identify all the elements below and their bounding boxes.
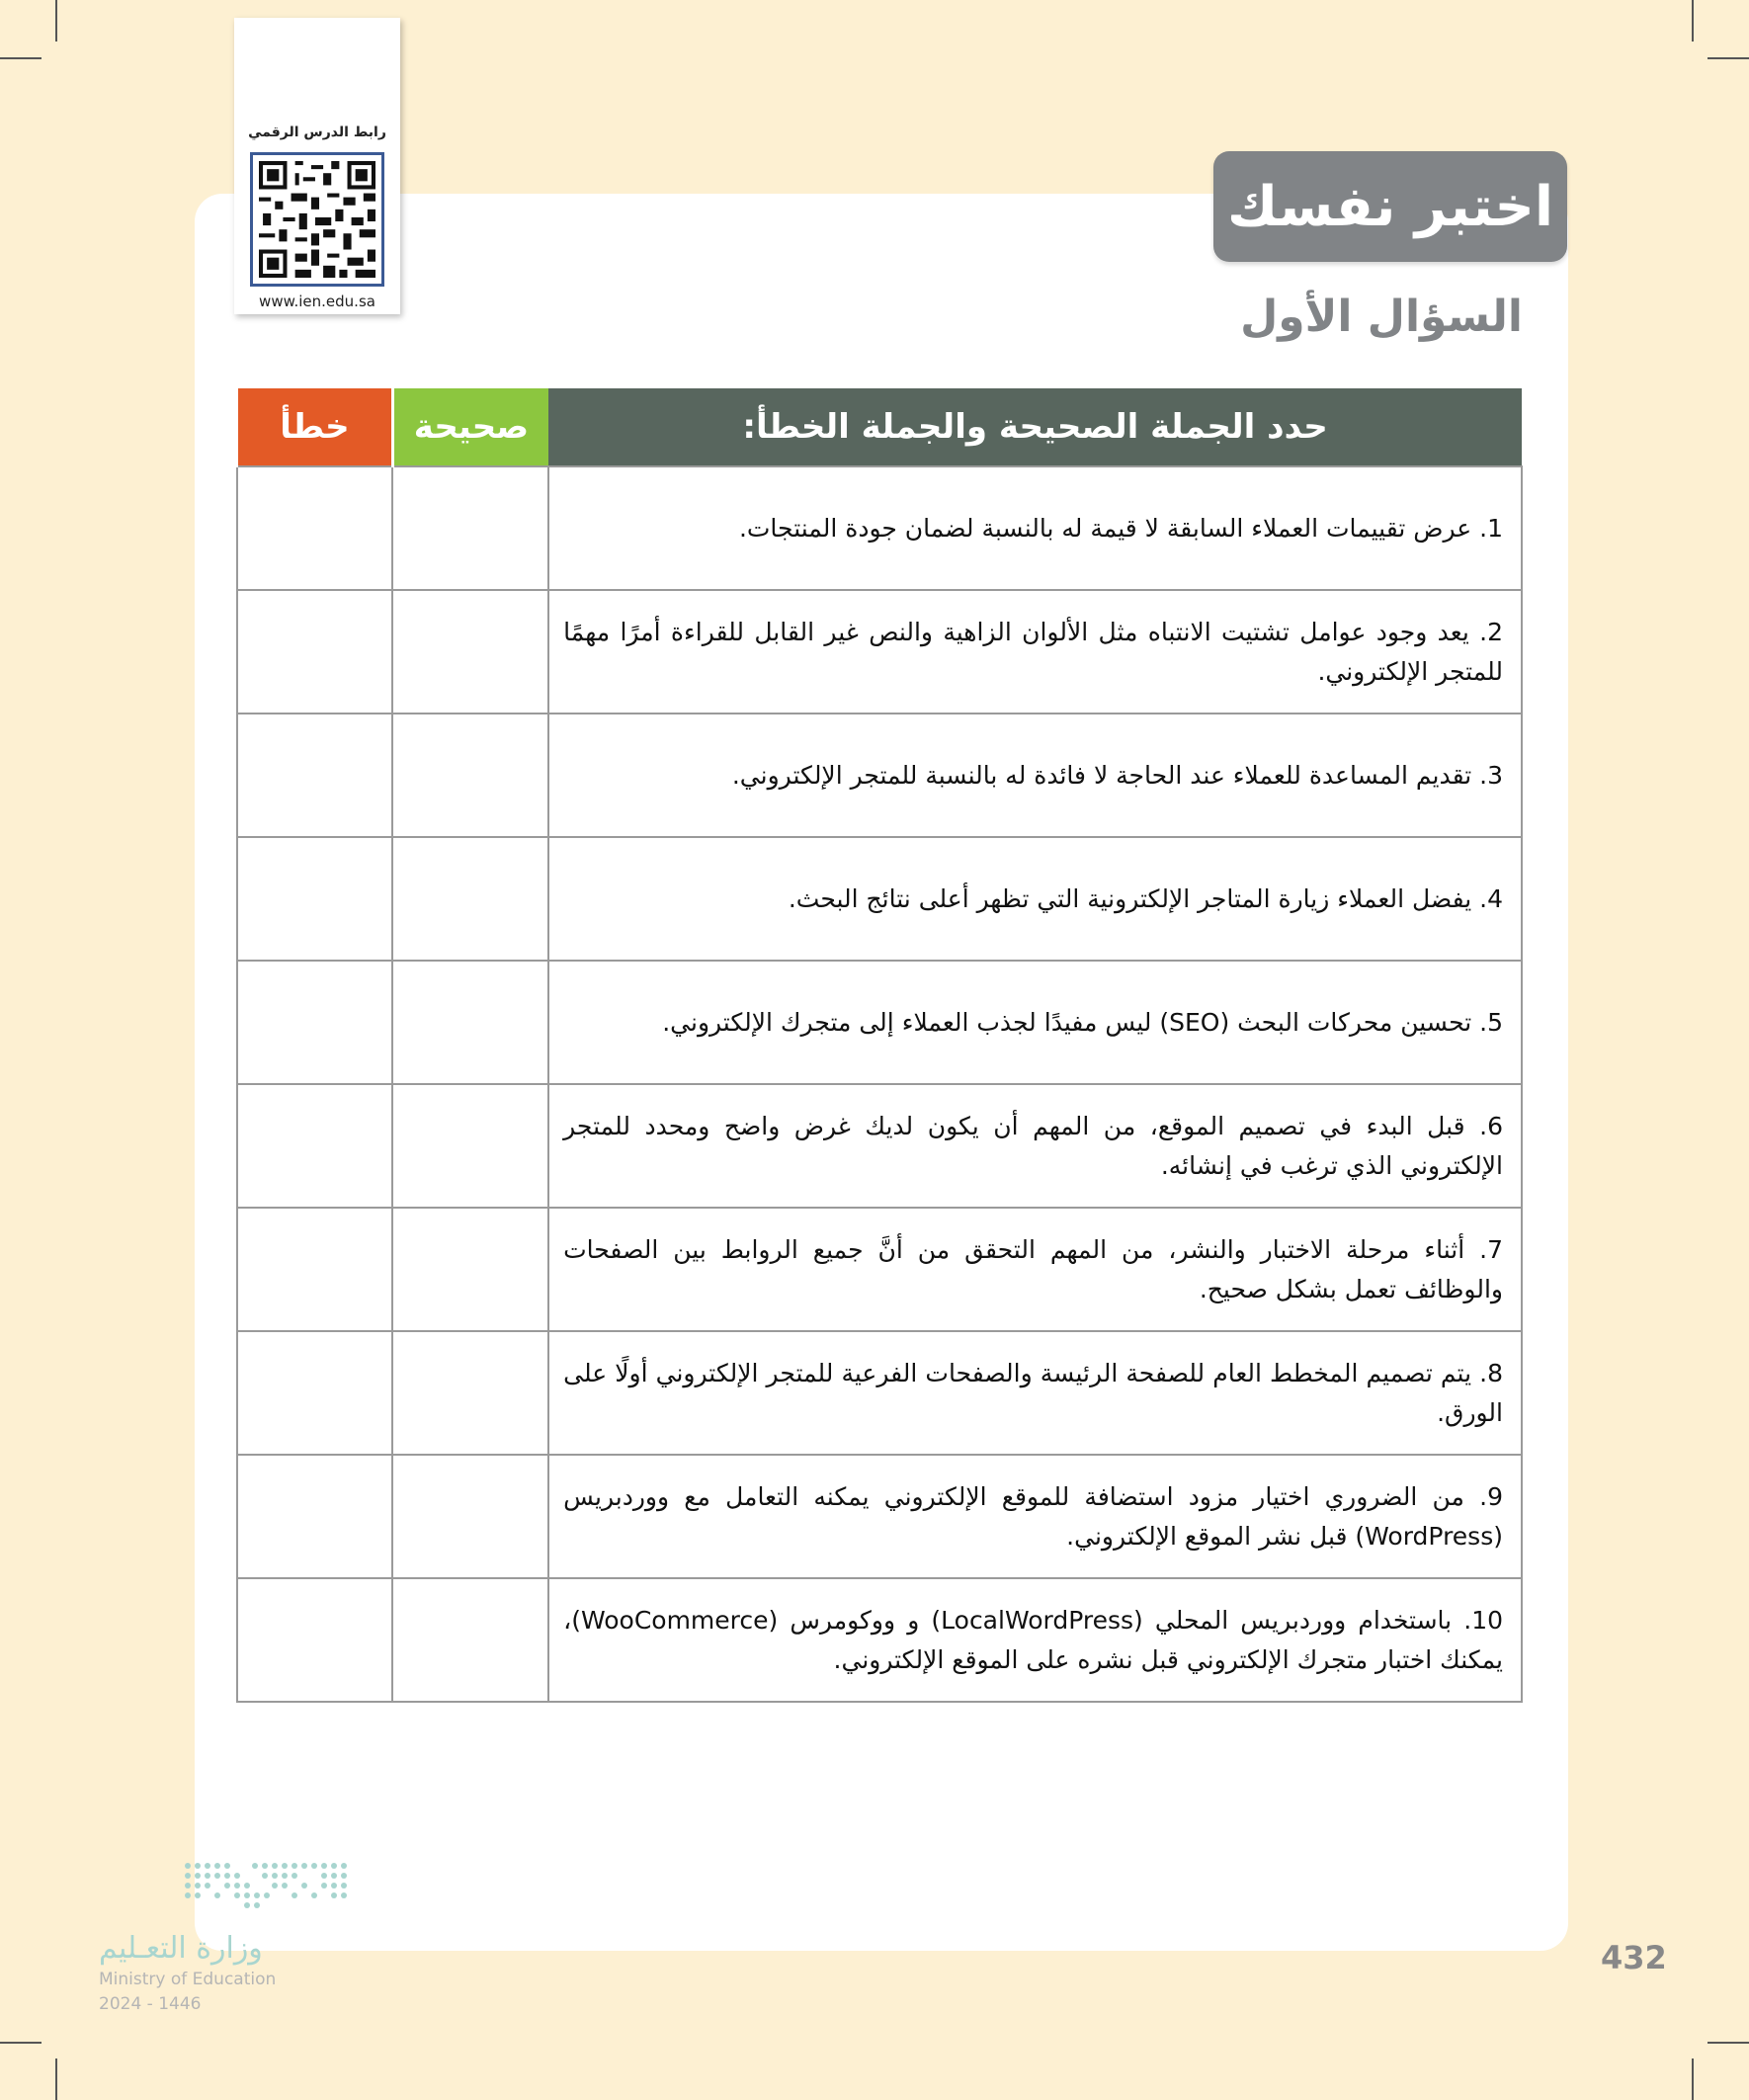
statement-text: أثناء مرحلة الاختبار والنشر، من المهم التحقق من أنَّ جميع الروابط بين الصفحات والوظائف تعمل بشكل صحيح.	[563, 1234, 1503, 1303]
statement-cell	[548, 1578, 1522, 1702]
wrong-answer-cell[interactable]	[237, 1331, 393, 1455]
statement-number: 4.	[1479, 883, 1503, 913]
statement-text: يتم تصميم المخطط العام للصفحة الرئيسة والصفحات الفرعية للمتجر الإلكتروني أولًا على الورق.	[563, 1358, 1503, 1427]
crop-mark	[1707, 2042, 1749, 2044]
qr-label: رابط الدرس الرقمي	[248, 125, 386, 140]
table-row	[237, 1578, 1523, 1702]
ministry-name-en: Ministry of Education	[99, 1970, 277, 1989]
statement-cell	[548, 466, 1522, 590]
statement-text: تحسين محركات البحث (SEO) ليس مفيدًا لجذب العملاء إلى متجرك الإلكتروني.	[662, 1007, 1472, 1037]
table-row	[237, 1208, 1523, 1331]
table-row	[237, 1455, 1523, 1578]
page-number: 432	[1601, 1939, 1667, 1976]
correct-answer-cell[interactable]	[392, 1455, 548, 1578]
ministry-year: 2024 - 1446	[99, 1994, 202, 2014]
statement-number: 8.	[1479, 1358, 1503, 1387]
statement-text: تقديم المساعدة للعملاء عند الحاجة لا فائدة له بالنسبة للمتجر الإلكتروني.	[731, 760, 1472, 790]
crop-mark	[0, 57, 42, 59]
correct-answer-cell[interactable]	[392, 1331, 548, 1455]
wrong-answer-cell[interactable]	[237, 1208, 393, 1331]
ministry-logo-icon	[97, 1858, 354, 1927]
statement-cell	[548, 961, 1522, 1084]
statement-cell	[548, 1084, 1522, 1208]
qr-code-icon[interactable]	[250, 152, 384, 287]
statement-cell	[548, 1208, 1522, 1331]
header-correct: صحيحة	[392, 388, 548, 466]
statement-number: 5.	[1479, 1007, 1503, 1037]
correct-answer-cell[interactable]	[392, 590, 548, 714]
crop-mark	[1692, 0, 1694, 42]
question-title: السؤال الأول	[1240, 292, 1523, 342]
correct-answer-cell[interactable]	[392, 1208, 548, 1331]
correct-answer-cell[interactable]	[392, 1084, 548, 1208]
correct-answer-cell[interactable]	[392, 714, 548, 837]
statement-text: يعد وجود عوامل تشتيت الانتباه مثل الألوان الزاهية والنص غير القابل للقراءة أمرًا مهمًا للمتجر الإلكتروني.	[563, 617, 1503, 686]
crop-mark	[0, 2042, 42, 2044]
statement-text: عرض تقييمات العملاء السابقة لا قيمة له بالنسبة لضمان جودة المنتجات.	[738, 513, 1472, 543]
table-row	[237, 590, 1523, 714]
table-row	[237, 714, 1523, 837]
header-statement: حدد الجملة الصحيحة والجملة الخطأ:	[548, 388, 1522, 466]
correct-answer-cell[interactable]	[392, 837, 548, 961]
statement-number: 1.	[1479, 513, 1503, 543]
statement-cell	[548, 837, 1522, 961]
section-title: اختبر نفسك	[1213, 151, 1567, 262]
statement-text: باستخدام ووردبريس المحلي (LocalWordPress) و ووكومرس (WooCommerce)، يمكنك اختبار متجرك الإلكتروني قبل نشره على الموقع الإلكتروني.	[563, 1605, 1503, 1674]
wrong-answer-cell[interactable]	[237, 590, 393, 714]
statement-cell	[548, 590, 1522, 714]
statement-cell	[548, 1455, 1522, 1578]
correct-answer-cell[interactable]	[392, 1578, 548, 1702]
statement-cell	[548, 714, 1522, 837]
wrong-answer-cell[interactable]	[237, 961, 393, 1084]
table-row	[237, 1331, 1523, 1455]
wrong-answer-cell[interactable]	[237, 1455, 393, 1578]
table-row	[237, 961, 1523, 1084]
statement-number: 9.	[1479, 1481, 1503, 1511]
statement-text: قبل البدء في تصميم الموقع، من المهم أن يكون لديك غرض واضح ومحدد للمتجر الإلكتروني الذي ترغب في إنشائه.	[563, 1111, 1503, 1180]
true-false-table	[235, 388, 1523, 1703]
table-row	[237, 1084, 1523, 1208]
statement-number: 7.	[1479, 1234, 1503, 1264]
statement-number: 3.	[1479, 760, 1503, 790]
header-wrong: خطأ	[237, 388, 393, 466]
statement-number: 10.	[1463, 1605, 1504, 1635]
wrong-answer-cell[interactable]	[237, 1578, 393, 1702]
statement-number: 2.	[1479, 617, 1504, 646]
wrong-answer-cell[interactable]	[237, 1084, 393, 1208]
statement-cell	[548, 1331, 1522, 1455]
table-header-row	[237, 388, 1523, 466]
statement-text: من الضروري اختيار مزود استضافة للموقع الإلكتروني يمكنه التعامل مع ووردبريس (WordPress) قبل نشر الموقع الإلكتروني.	[563, 1481, 1503, 1551]
qr-url[interactable]: www.ien.edu.sa	[259, 293, 375, 310]
crop-mark	[55, 2058, 57, 2100]
qr-card[interactable]	[234, 18, 400, 314]
correct-answer-cell[interactable]	[392, 466, 548, 590]
table-row	[237, 837, 1523, 961]
table-row	[237, 466, 1523, 590]
statement-text: يفضل العملاء زيارة المتاجر الإلكترونية التي تظهر أعلى نتائج البحث.	[788, 883, 1472, 913]
crop-mark	[1707, 57, 1749, 59]
correct-answer-cell[interactable]	[392, 961, 548, 1084]
crop-mark	[1692, 2058, 1694, 2100]
ministry-name-ar: وزارة التعـليم	[99, 1931, 263, 1966]
wrong-answer-cell[interactable]	[237, 466, 393, 590]
crop-mark	[55, 0, 57, 42]
wrong-answer-cell[interactable]	[237, 837, 393, 961]
statement-number: 6.	[1479, 1111, 1503, 1140]
wrong-answer-cell[interactable]	[237, 714, 393, 837]
